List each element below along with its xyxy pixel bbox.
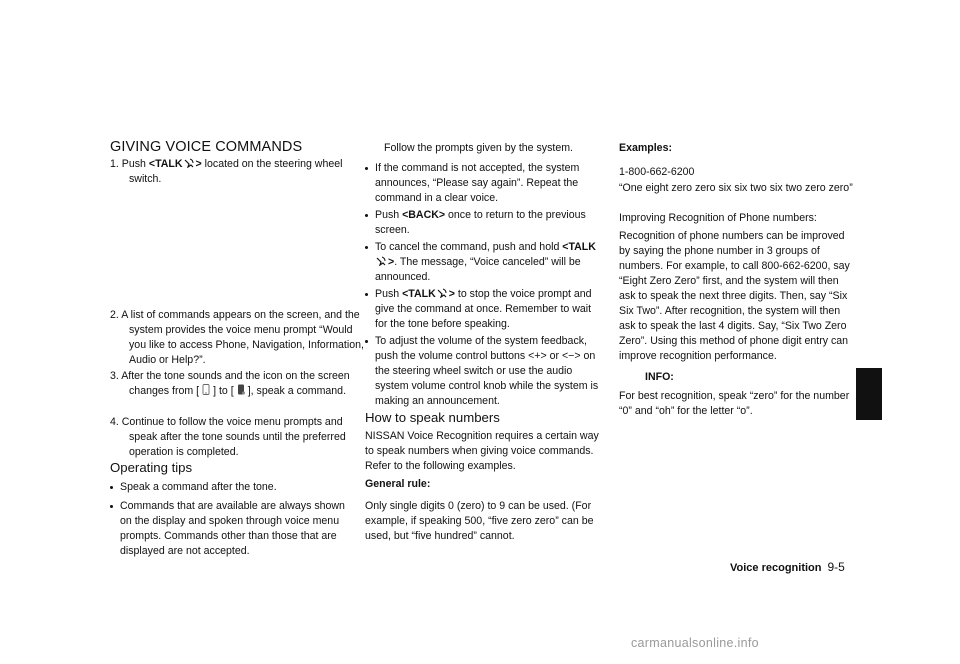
talk-key-label: <TALK (562, 241, 596, 253)
example-phone-number: 1-800-662-6200 (619, 166, 695, 178)
tip-text: Push (375, 288, 403, 300)
numbers-heading: How to speak numbers (365, 410, 500, 425)
improve-title: Improving Recognition of Phone numbers: (619, 212, 817, 224)
talk-icon (184, 158, 195, 168)
watermark: carmanualsonline.info (631, 636, 759, 650)
page-number: 9-5 (827, 560, 845, 574)
tip-item: To adjust the volume of the system feedback, push the volume control buttons <+> or <−> on the steering wheel switch or use the audio system volume control knob while the system is making an announcement. (365, 334, 603, 409)
step-number: 1. (110, 158, 119, 170)
talk-key-label: <TALK (402, 288, 436, 300)
chapter-tab (856, 368, 882, 420)
info-label-text: INFO: (645, 371, 674, 383)
step-4: 4. Continue to follow the voice menu prompts and speak after the tone sounds until the preferred operation is completed. (110, 416, 346, 458)
step-text: Push (121, 158, 149, 170)
step-text-rest: located on the steering wheel switch. (129, 158, 343, 185)
tip-item: Commands that are available are always shown on the display and spoken through voice menu prompts. Commands other than those that are displayed are not accepted. (110, 499, 348, 559)
tip-continuation: Follow the prompts given by the system. (384, 142, 574, 154)
tip-text-rest: to stop the voice prompt and give the command at once. Remember to wait for the tone before speaking. (375, 288, 592, 330)
improve-body: Recognition of phone numbers can be improved by saying the phone number in 3 groups of numbers. For example, to call 800-662-6200, say “Eight Zero Zero” first, and the system will then ask to speak the next three digits. Then, say “Six Six Two”. After recognition, the system will then ask to speak the last 4 digits. Say, “Six Two Zero Zero”. Using this method of phone digit entry can improve recognition performance. (619, 230, 850, 362)
step-2: 2. A list of commands appears on the screen, and the system provides the voice menu prompt “Would you like to access Phone, Navigation, Information, Audio or Help?”. (110, 309, 364, 366)
tip-text: Push (375, 209, 403, 221)
examples-text: Examples: (619, 142, 672, 154)
step-1 (110, 157, 365, 187)
general-rule-text: General rule: (365, 478, 431, 490)
info-label (645, 370, 674, 385)
numbers-intro: NISSAN Voice Recognition requires a certain way to speak numbers when giving voice commands. Refer to the following examples. (365, 430, 599, 472)
phone-outline-icon (202, 384, 210, 395)
talk-key-close: > (195, 158, 202, 170)
talk-icon (376, 256, 387, 266)
example-spoken: “One eight zero zero six six two six two zero zero” (619, 182, 853, 194)
step-3 (110, 369, 365, 399)
tip-item: Speak a command after the tone. (110, 480, 348, 495)
tip-item (365, 287, 603, 332)
general-rule-body: Only single digits 0 (zero) to 9 can be used. (For example, if speaking 500, “five zero zero” can be used, but “five hundred” cannot. (365, 500, 594, 542)
tip-item: If the command is not accepted, the system announces, “Please say again”. Repeat the command in a clear voice. (365, 161, 603, 206)
section-heading: GIVING VOICE COMMANDS (110, 139, 303, 155)
info-body: For best recognition, speak “zero” for the number “0” and “oh” for the letter “o”. (619, 390, 850, 417)
step-3-text-a: 3. After the tone sounds and the icon on the screen changes from [ (110, 370, 350, 397)
tip-item (365, 208, 603, 238)
tip-text-rest: once to return to the previous screen. (375, 209, 586, 236)
step-3-text-c: ], speak a command. (247, 385, 347, 397)
talk-key-close: > (448, 288, 455, 300)
tip-item (365, 240, 603, 285)
examples-label (619, 141, 672, 156)
page-footer (730, 560, 845, 575)
phone-filled-icon (237, 384, 245, 395)
tip-text-rest: . The message, “Voice canceled” will be announced. (375, 256, 581, 283)
footer-section-title: Voice recognition (730, 562, 822, 574)
talk-icon (437, 288, 448, 298)
general-rule-label (365, 477, 430, 492)
step-3-text-b: ] to [ (213, 385, 234, 397)
tip-text: To cancel the command, push and hold (375, 241, 563, 253)
back-key-label: <BACK> (402, 209, 446, 221)
talk-key-close: > (388, 256, 395, 268)
talk-key-label: <TALK (148, 158, 183, 170)
operating-tips-heading: Operating tips (110, 460, 193, 475)
